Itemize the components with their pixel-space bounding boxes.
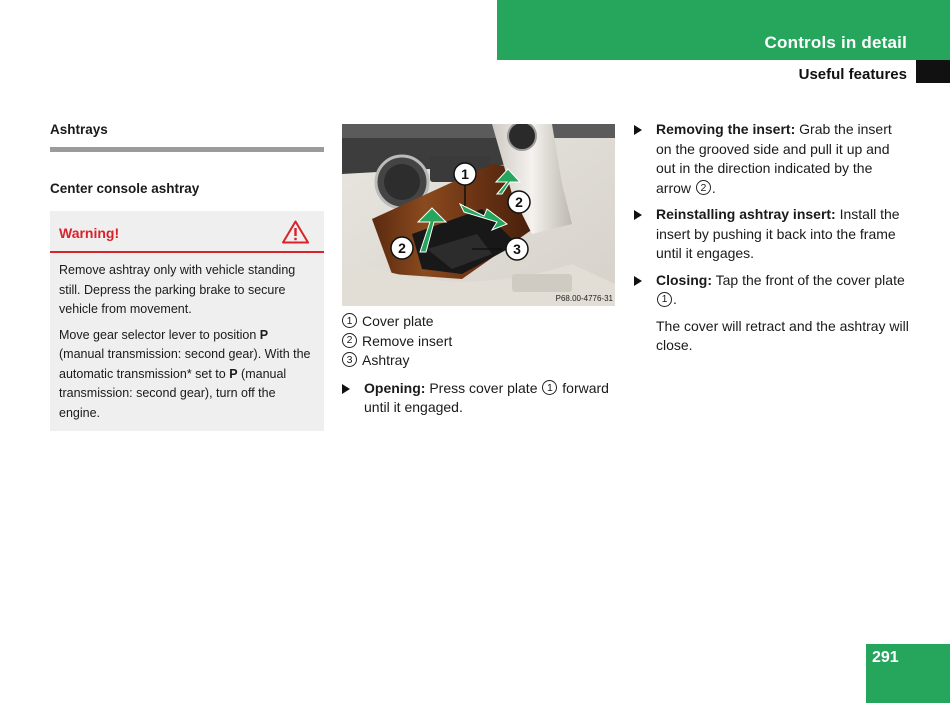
left-column: [50, 120, 324, 431]
figure-callout-3-label: 3: [513, 241, 521, 257]
instruction-opening: Opening: Press cover plate 1 forward until it engaged.: [342, 379, 616, 418]
bullet-arrow-icon: [342, 379, 364, 418]
warning-box: [50, 211, 324, 431]
instruction-removing: Removing the insert: Grab the insert on the grooved side and pull it up and out in the direction indicated by the arrow 2 .: [634, 120, 910, 198]
ashtray-figure: [342, 124, 615, 306]
warning-header: [50, 211, 324, 251]
bullet-arrow-icon: [634, 205, 656, 264]
figure-legend: [342, 312, 616, 371]
middle-column: [342, 124, 616, 418]
right-column: [634, 120, 910, 356]
subsection-heading: Center console ashtray: [50, 181, 200, 196]
section-tab-marker: [916, 60, 950, 83]
legend-text: Cover plate: [362, 313, 434, 329]
figure-callout-2a-label: 2: [515, 194, 523, 210]
legend-item: [342, 332, 616, 352]
header-band: [497, 0, 950, 60]
page-number: 291: [872, 649, 899, 666]
chapter-title: Controls in detail: [764, 33, 907, 52]
warning-text-1: Remove ashtray only with vehicle standing still. Depress the parking brake to secure vehicle from movement.: [59, 263, 296, 316]
bullet-arrow-icon: [634, 120, 656, 198]
section-heading: Ashtrays: [50, 122, 108, 137]
section-title: Useful features: [798, 66, 907, 83]
figure-callout-2b-label: 2: [398, 240, 406, 256]
legend-number: 3: [342, 352, 357, 367]
legend-text: Ashtray: [362, 352, 410, 368]
instruction-closing: Closing: Tap the front of the cover plate 1 .: [634, 271, 910, 310]
legend-number: 2: [342, 333, 357, 348]
legend-item: [342, 351, 616, 371]
legend-item: [342, 312, 616, 332]
warning-triangle-icon: [282, 220, 309, 244]
legend-text: Remove insert: [362, 332, 453, 349]
page-number-box: [866, 644, 950, 703]
closing-note: The cover will retract and the ashtray will close.: [656, 317, 909, 353]
figure-callout-1-label: 1: [461, 166, 469, 182]
heading-rule: [50, 147, 324, 152]
figure-code: P68.00-4776-31: [555, 294, 613, 303]
instruction-reinstalling: Reinstalling ashtray insert: Install the insert by pushing it back into the frame until it engages.: [634, 205, 910, 264]
warning-text-2: Move gear selector lever to position P (manual transmission: second gear). With the automatic transmission* set to P (manual transmission: second gear), turn off the engine.: [59, 327, 311, 420]
warning-label: Warning!: [59, 225, 120, 241]
legend-number: 1: [342, 313, 357, 328]
ashtray-photo: [342, 124, 615, 306]
bullet-arrow-icon: [634, 271, 656, 310]
